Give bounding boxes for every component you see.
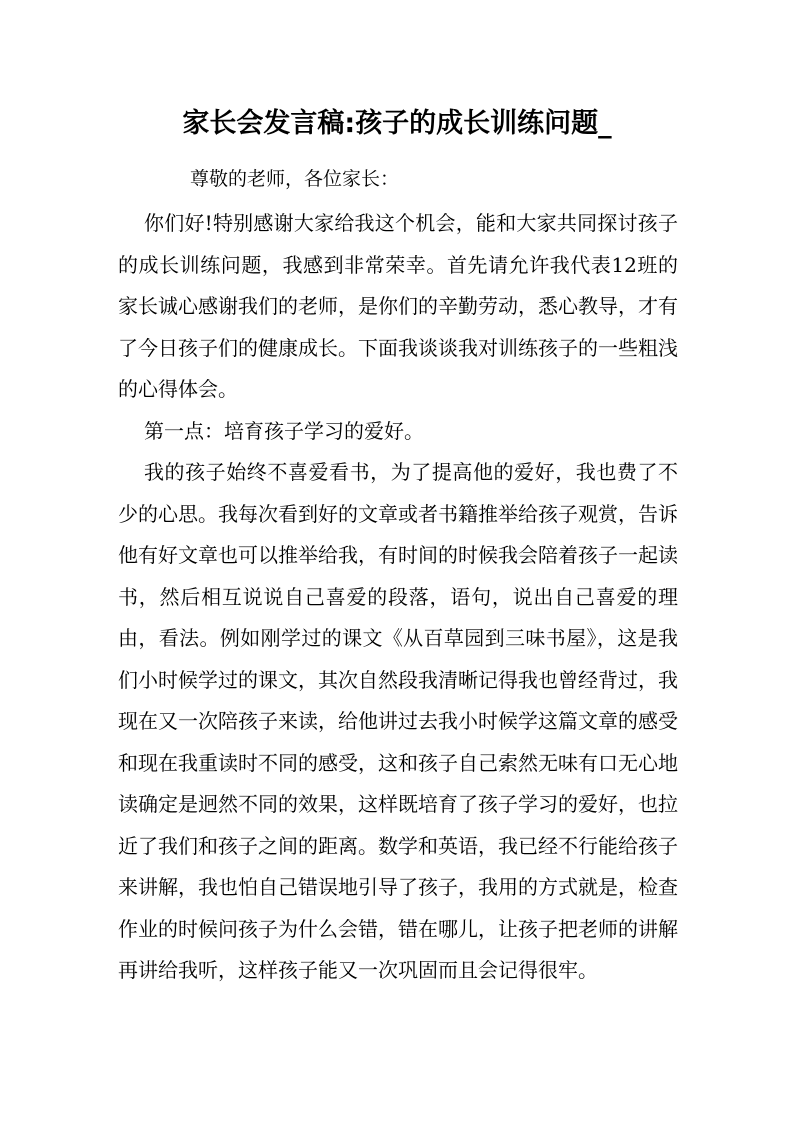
- paragraph-intro: 你们好!特别感谢大家给我这个机会，能和大家共同探讨孩子的成长训练问题，我感到非常荣幸。首先请允许我代表12班的家长诚心感谢我们的老师，是你们的辛勤劳动，悉心教导，才有了今日孩子们的健康成长。下面我谈谈我对训练孩子的一些粗浅的心得体会。: [118, 211, 678, 401]
- paragraph-point-one-heading: 第一点：培育孩子学习的爱好。: [144, 418, 424, 443]
- paragraph-point-one-body: 我的孩子始终不喜爱看书，为了提高他的爱好，我也费了不少的心思。我每次看到好的文章或者书籍推举给孩子观赏，告诉他有好文章也可以推举给我，有时间的时候我会陪着孩子一起读书，然后相互说说自己喜爱的段落，语句，说出自己喜爱的理由，看法。例如刚学过的课文《从百草园到三味书屋》，这是我们小时候学过的课文，其次自然段我清晰记得我也曾经背过，我现在又一次陪孩子来读，给他讲过去我小时候学这篇文章的感受和现在我重读时不同的感受，这和孩子自己索然无味有口无心地读确定是迥然不同的效果，这样既培育了孩子学习的爱好，也拉近了我们和孩子之间的距离。数学和英语，我已经不行能给孩子来讲解，我也怕自己错误地引导了孩子，我用的方式就是，检查作业的时候问孩子为什么会错，错在哪儿，让孩子把老师的讲解再讲给我听，这样孩子能又一次巩固而且会记得很牢。: [118, 460, 678, 982]
- document-title: 家长会发言稿:孩子的成长训练问题_: [182, 108, 612, 139]
- document-body: [118, 203, 678, 992]
- salutation: 尊敬的老师，各位家长：: [190, 168, 400, 190]
